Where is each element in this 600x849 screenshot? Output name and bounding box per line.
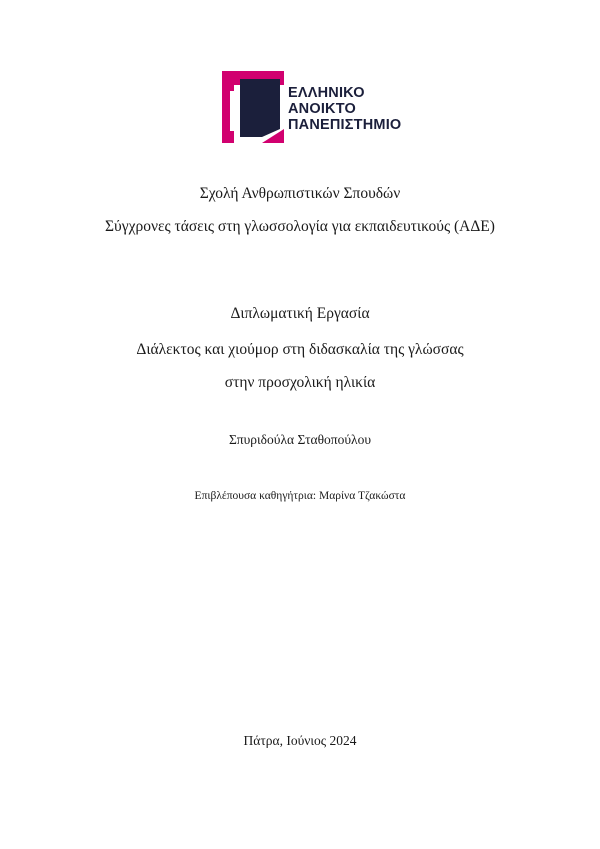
program-name: Σύγχρονες τάσεις στη γλωσσολογία για εκπαιδευτικούς (ΑΔΕ) [105,218,495,235]
thesis-type: Διπλωματική Εργασία [230,305,370,322]
university-logo-text [288,85,401,133]
logo-line-1: ΕΛΛΗΝΙΚΟ [288,85,365,101]
thesis-title-line-1: Διάλεκτος και χιούμορ στη διδασκαλία της γλώσσας [136,341,464,358]
school-name: Σχολή Ανθρωπιστικών Σπουδών [199,185,401,202]
logo-line-3: ΠΑΝΕΠΙΣΤΗΜΙΟ [288,117,402,133]
university-logo [222,71,402,143]
university-logo-icon [222,71,284,143]
author-name: Σπυριδούλα Σταθοπούλου [228,432,372,447]
place-date: Πάτρα, Ιούνιος 2024 [243,733,357,748]
supervisor-name: Επιβλέπουσα καθηγήτρια: Μαρίνα Τζακώστα [194,490,406,502]
thesis-title-line-2: στην προσχολική ηλικία [224,374,376,391]
logo-line-2: ΑΝΟΙΚΤΟ [288,101,356,117]
